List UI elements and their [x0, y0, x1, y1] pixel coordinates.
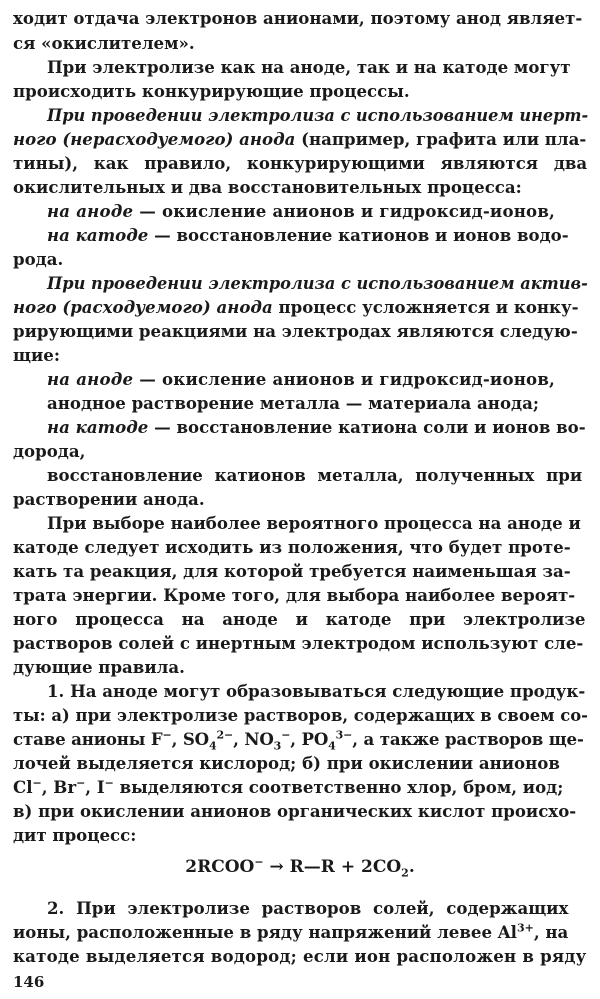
text-line: катоде выделяется водород; если ион расположен в ряду	[13, 946, 587, 966]
text-line: При электролизе как на аноде, так и на катоде могут	[47, 57, 571, 77]
superscript: −	[32, 776, 42, 790]
text-line: на катоде — восстановление катионов и ионов водо-	[47, 225, 569, 245]
superscript: −	[281, 728, 291, 742]
text-line: кать та реакция, для которой требуется наименьшая за-	[13, 561, 571, 581]
text-line: ного процесса на аноде и катоде при электролизе	[13, 609, 586, 629]
text-line: на аноде — окисление анионов и гидроксид-ионов,	[47, 201, 556, 221]
subscript: 4	[209, 739, 217, 753]
superscript: 3+	[516, 921, 534, 935]
text-line: 2. При электролизе растворов солей, содержащих	[47, 898, 569, 918]
text-line: 1. На аноде могут образовываться следующие продук-	[47, 681, 586, 701]
text-line: в) при окислении анионов органических кислот происхо-	[13, 801, 577, 821]
text-line: ставе анионы F−, $SO_4^{2-}$, $NO_3^-$, $PO_4^{3-}$, а также растворов ще-	[13, 728, 584, 753]
text-line: растворении анода.	[13, 489, 205, 509]
text-line: трата энергии. Кроме того, для выбора наиболее вероят-	[13, 585, 576, 605]
text-line: Cl−, Br−, I− выделяются соответственно хлор, бром, иод;	[13, 776, 564, 797]
text-line: на катоде — восстановление катиона соли и ионов во-	[47, 417, 586, 437]
text-line: ного (расходуемого) анода процесс усложняется и конку-	[13, 297, 579, 317]
text-line: рирующими реакциями на электродах являются следую-	[13, 321, 578, 341]
text-line: При проведении электролиза с использованием инерт-	[47, 105, 589, 125]
text-line: При проведении электролиза с использованием актив-	[47, 273, 588, 293]
superscript: −	[76, 776, 86, 790]
text-line: ся «окислителем».	[13, 33, 195, 53]
page-number: 146	[13, 973, 45, 991]
text-line: восстановление катионов металла, полученных при	[47, 465, 583, 485]
superscript: 3−	[335, 728, 353, 742]
reaction-equation: 2RCOO− → R—R + $2CO_2$.	[185, 855, 415, 880]
text-line: При выборе наиболее вероятного процесса на аноде и	[47, 513, 581, 533]
text-line: рода.	[13, 249, 64, 269]
text-line: на аноде — окисление анионов и гидроксид-ионов,	[47, 369, 556, 389]
subscript: 4	[328, 739, 336, 753]
superscript: −	[162, 728, 172, 742]
text-line: дующие правила.	[13, 657, 185, 677]
text-line: тины), как правило, конкурирующими являются два	[13, 153, 588, 173]
superscript: −	[104, 776, 114, 790]
subscript: 3	[273, 739, 282, 753]
text-line: окислительных и два восстановительных процесса:	[13, 177, 522, 197]
text-line: дит процесс:	[13, 825, 137, 845]
text-line: катоде следует исходить из положения, что будет проте-	[13, 537, 571, 557]
text-line: ионы, расположенные в ряду напряжений левее $Al^{3+}$, на	[13, 921, 569, 942]
text-line: происходить конкурирующие процессы.	[13, 81, 410, 101]
text-line: щие:	[13, 345, 60, 365]
text-line: растворов солей с инертным электродом используют сле-	[13, 633, 584, 653]
text-line: лочей выделяется кислород; б) при окислении анионов	[13, 753, 560, 773]
text-line: анодное растворение металла — материала анода;	[47, 393, 539, 413]
text-line: ходит отдача электронов анионами, поэтому анод являет-	[13, 8, 583, 28]
superscript: −	[254, 855, 264, 869]
text-line: ты: а) при электролизе растворов, содержащих в своем со-	[13, 705, 588, 725]
text-line: ного (нерасходуемого) анода (например, графита или пла-	[13, 129, 587, 149]
subscript: 2	[401, 866, 409, 880]
text-line: дорода,	[13, 441, 86, 461]
superscript: 2−	[216, 728, 234, 742]
